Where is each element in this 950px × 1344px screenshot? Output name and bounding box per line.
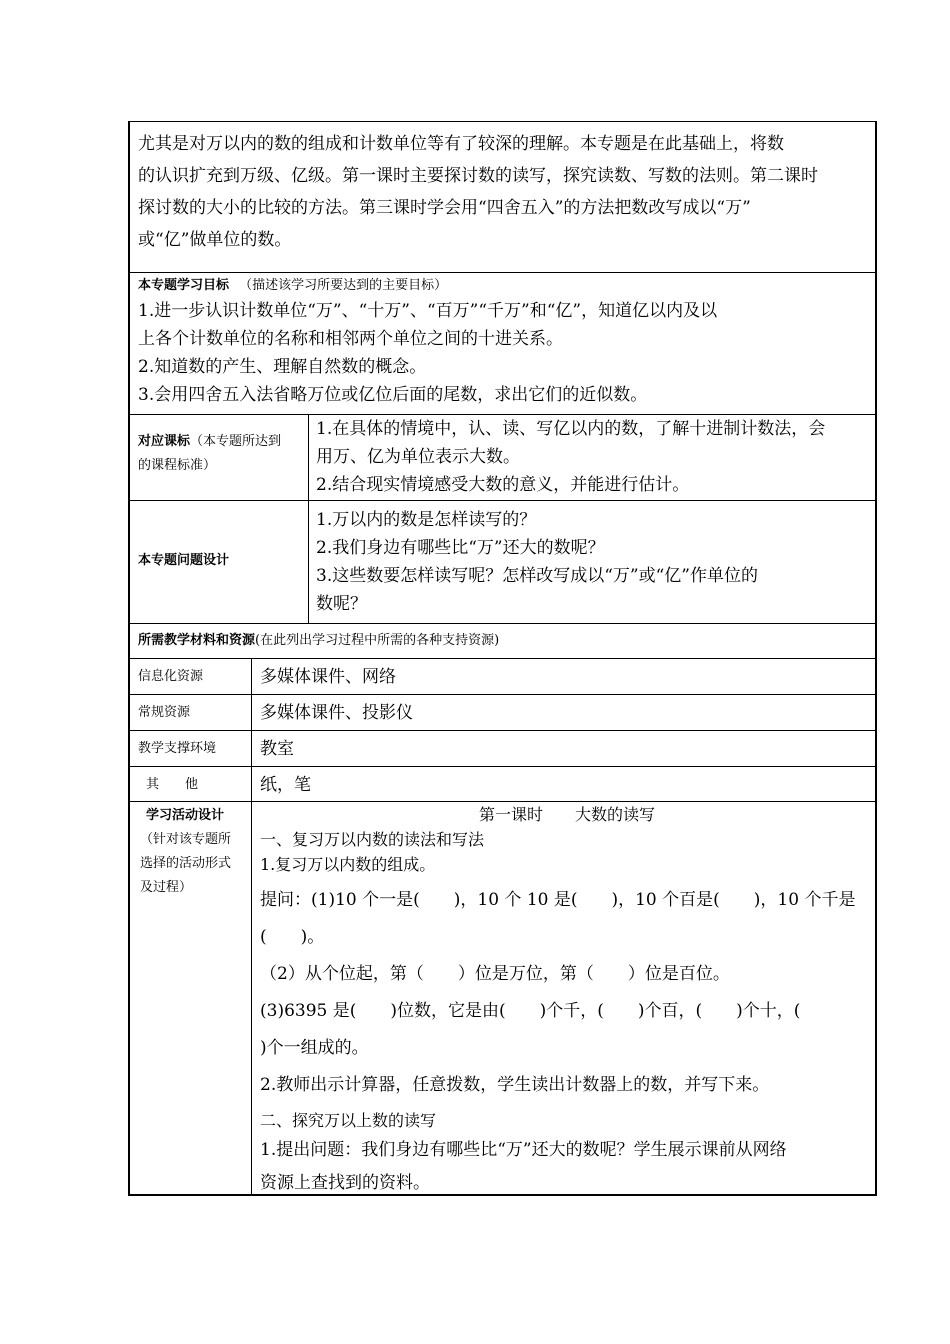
intro-line: 尤其是对万以内的数的组成和计数单位等有了较深的理解。本专题是在此基础上，将数 <box>138 134 784 154</box>
activity-label-bold: 学习活动设计 <box>146 808 225 823</box>
question-item: 数呢？ <box>316 594 367 614</box>
standards-label-note2: 的课程标准） <box>138 458 217 473</box>
standard-item: 2.结合现实情境感受大数的意义，并能进行估计。 <box>316 475 690 495</box>
question-item: 3.这些数要怎样读写呢？怎样改写成以“万”或“亿”作单位的 <box>316 566 758 586</box>
activity-label-line: （针对该专题所 <box>140 832 232 847</box>
question-item: 1.万以内的数是怎样读写的？ <box>316 510 537 530</box>
questions-row <box>130 501 875 624</box>
activity-row <box>130 802 875 1195</box>
materials-note: (在此列出学习过程中所需的各种支持资源) <box>255 633 500 648</box>
material-row <box>130 731 875 767</box>
activity-label-line: 及过程） <box>140 880 193 895</box>
questions-label: 本专题问题设计 <box>138 553 230 568</box>
activity-label-line: 选择的活动形式 <box>140 856 232 871</box>
standards-label-note: （本专题所达到 <box>190 434 282 449</box>
standard-item: 用万、亿为单位表示大数。 <box>316 447 520 467</box>
lesson-plan-table <box>128 121 877 1196</box>
material-value: 多媒体课件、投影仪 <box>260 703 413 723</box>
standards-row <box>130 415 875 501</box>
activity-line: （2）从个位起，第（ ）位是万位，第（ ）位是百位。 <box>260 964 730 984</box>
material-row <box>130 659 875 695</box>
activity-line: ( )。 <box>260 927 325 947</box>
activity-line: 二、探究万以上数的读写 <box>260 1111 437 1130</box>
goals-row <box>130 273 875 415</box>
goals-note: （描述该学习所要达到的主要目标） <box>239 278 448 293</box>
material-label: 常规资源 <box>138 705 191 720</box>
activity-line: 1.提出问题：我们身边有哪些比“万”还大的数呢？学生展示课前从网络 <box>260 1140 787 1160</box>
material-label: 信息化资源 <box>138 669 204 684</box>
intro-line: 或“亿”做单位的数。 <box>138 230 292 250</box>
lesson-title: 第一课时 大数的读写 <box>478 805 655 824</box>
standard-item: 1.在具体的情境中，认、读、写亿以内的数，了解十进制计数法，会 <box>316 419 826 439</box>
intro-line: 的认识扩充到万级、亿级。第一课时主要探讨数的读写，探究读数、写数的法则。第二课时 <box>138 166 818 186</box>
standards-label-bold: 对应课标 <box>138 434 191 449</box>
activity-line: 1.复习万以内数的组成。 <box>260 855 436 874</box>
question-item: 2.我们身边有哪些比“万”还大的数呢？ <box>316 538 605 558</box>
intro-line: 探讨数的大小的比较的方法。第三课时学会用“四舍五入”的方法把数改写成以“万” <box>138 198 751 218</box>
material-value: 纸，笔 <box>260 775 311 795</box>
activity-line: (3)6395 是( )位数，它是由( )个千，( )个百，( )个十，( <box>260 1001 801 1021</box>
standards-content <box>316 415 874 499</box>
activity-line: )个一组成的。 <box>260 1038 369 1058</box>
intro-row <box>130 122 875 273</box>
questions-content <box>316 506 874 618</box>
activity-line: 提问：(1)10 个一是( )，10 个 10 是( )，10 个百是( )，10 个千是 <box>260 890 856 910</box>
material-value: 多媒体课件、网络 <box>260 667 396 687</box>
intro-text <box>138 128 873 256</box>
goal-item: 3.会用四舍五入法省略万位或亿位后面的尾数，求出它们的近似数。 <box>138 385 648 405</box>
activity-label <box>140 804 248 900</box>
activity-content <box>260 802 874 1200</box>
activity-line: 资源上查找到的资料。 <box>260 1173 430 1193</box>
material-label: 教学支撑环境 <box>138 741 217 756</box>
material-row <box>130 767 875 802</box>
materials-header-row <box>130 624 875 659</box>
goal-item: 2.知道数的产生、理解自然数的概念。 <box>138 357 427 377</box>
activity-line: 一、复习万以内数的读法和写法 <box>260 830 485 849</box>
goals-title: 本专题学习目标 <box>138 278 230 293</box>
activity-line: 2.教师出示计算器，任意拨数，学生读出计数器上的数，并写下来。 <box>260 1075 770 1095</box>
material-row <box>130 695 875 731</box>
goal-item: 1.进一步认识计数单位“万”、“十万”、“百万”“千万”和“亿”，知道亿以内及以 <box>138 301 718 321</box>
materials-title: 所需教学材料和资源 <box>138 633 256 648</box>
material-label: 其 他 <box>146 777 199 792</box>
goals-content <box>138 275 873 409</box>
goal-item: 上各个计数单位的名称和相邻两个单位之间的十进关系。 <box>138 329 563 349</box>
material-value: 教室 <box>260 739 294 759</box>
standards-label <box>138 430 306 478</box>
